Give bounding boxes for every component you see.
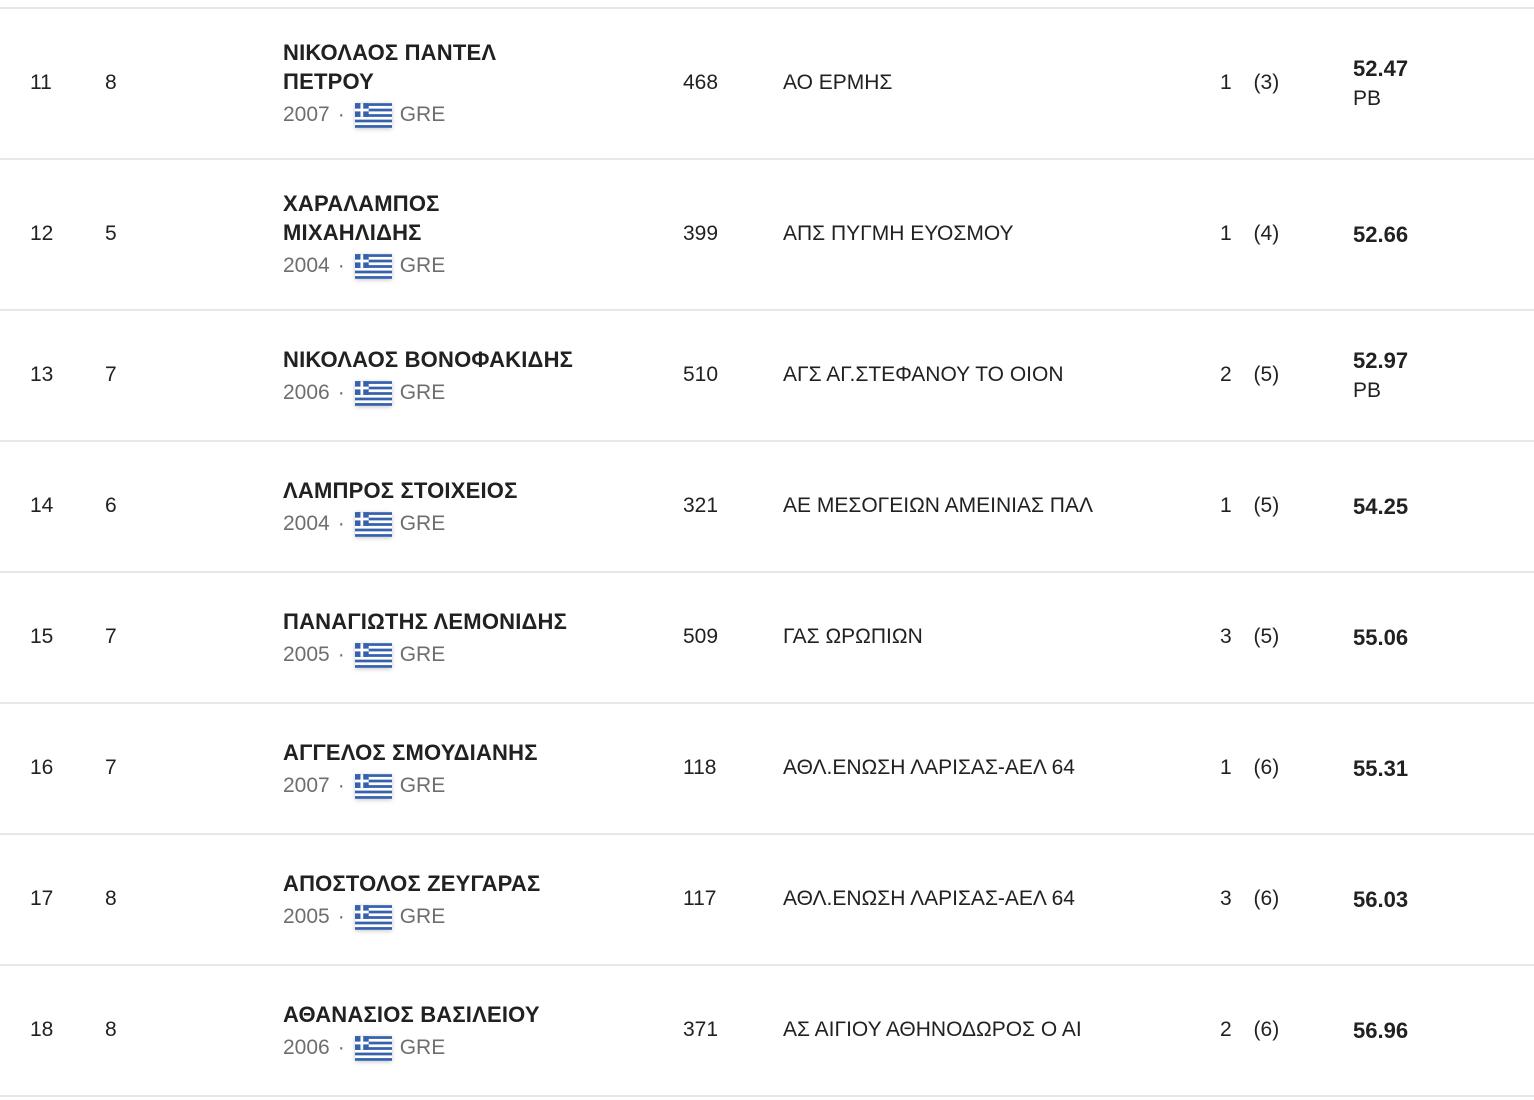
place-in-heat: 3 xyxy=(1220,887,1232,911)
greece-flag-icon xyxy=(355,381,392,406)
birth-year: 2004 xyxy=(283,511,330,535)
club-cell: ΑΓΣ ΑΓ.ΣΤΕΦΑΝΟΥ ΤΟ ΟΙΟΝ xyxy=(783,363,1064,387)
rank-cell: 12 xyxy=(30,222,54,246)
athlete-name[interactable]: ΧΑΡΑΛΑΜΠΟΣ ΜΙΧΑΗΛΙΔΗΣ xyxy=(283,191,440,246)
place-cell xyxy=(1220,755,1353,781)
result-cell xyxy=(1353,755,1534,783)
greece-flag-icon xyxy=(355,254,392,279)
result-time: 52.66 xyxy=(1353,221,1409,247)
rank-cell: 11 xyxy=(30,71,52,95)
heat-number: (3) xyxy=(1253,71,1280,95)
lane-cell: 7 xyxy=(105,363,117,387)
birth-year: 2005 xyxy=(283,904,330,928)
separator-dot: · xyxy=(337,511,345,535)
bib-cell: 118 xyxy=(683,756,717,780)
result-cell xyxy=(1353,347,1534,404)
country-code: GRE xyxy=(399,642,446,666)
bib-cell: 117 xyxy=(683,887,717,911)
separator-dot: · xyxy=(337,1035,345,1059)
birth-year: 2006 xyxy=(283,380,330,404)
result-time: 52.97 xyxy=(1353,348,1409,374)
athlete-cell xyxy=(283,738,683,799)
lane-cell: 6 xyxy=(105,494,117,518)
birth-year: 2007 xyxy=(283,773,330,797)
table-row[interactable] xyxy=(0,573,1534,704)
athlete-cell xyxy=(283,345,683,406)
lane-cell: 5 xyxy=(105,222,117,246)
heat-number: (5) xyxy=(1253,494,1280,518)
pb-badge: PB xyxy=(1353,378,1382,402)
club-cell: ΑΠΣ ΠΥΓΜΗ ΕΥΟΣΜΟΥ xyxy=(783,222,1014,246)
table-row[interactable] xyxy=(0,966,1534,1097)
separator-dot: · xyxy=(337,773,345,797)
country-code: GRE xyxy=(399,904,446,928)
athlete-name[interactable]: ΝΙΚΟΛΑΟΣ ΒΟΝΟΦΑΚΙΔΗΣ xyxy=(283,346,574,372)
separator-dot: · xyxy=(337,642,345,666)
country-code: GRE xyxy=(399,1035,446,1059)
rank-cell: 17 xyxy=(30,887,54,911)
greece-flag-icon xyxy=(355,1036,392,1061)
greece-flag-icon xyxy=(355,774,392,799)
greece-flag-icon xyxy=(355,512,392,537)
club-cell: ΑΕ ΜΕΣΟΓΕΙΩΝ ΑΜΕΙΝΙΑΣ ΠΑΛ xyxy=(783,494,1093,518)
bib-cell: 371 xyxy=(683,1018,719,1042)
greece-flag-icon xyxy=(355,643,392,668)
club-cell: ΑΣ ΑΙΓΙΟΥ ΑΘΗΝΟΔΩΡΟΣ Ο ΑΙ xyxy=(783,1018,1082,1042)
country-code: GRE xyxy=(399,254,446,278)
place-cell xyxy=(1220,886,1353,912)
separator-dot: · xyxy=(337,380,345,404)
lane-cell: 8 xyxy=(105,887,117,911)
place-in-heat: 1 xyxy=(1220,71,1232,95)
athlete-name[interactable]: ΑΠΟΣΤΟΛΟΣ ΖΕΥΓΑΡΑΣ xyxy=(283,870,541,896)
bib-cell: 321 xyxy=(683,494,719,518)
heat-number: (5) xyxy=(1253,363,1280,387)
separator-dot: · xyxy=(337,103,345,127)
club-cell: ΑΟ ΕΡΜΗΣ xyxy=(783,71,893,95)
lane-cell: 8 xyxy=(105,1018,117,1042)
result-time: 52.47 xyxy=(1353,56,1409,82)
country-code: GRE xyxy=(399,511,446,535)
heat-number: (4) xyxy=(1253,222,1280,246)
place-in-heat: 1 xyxy=(1220,494,1232,518)
greece-flag-icon xyxy=(355,103,392,128)
athlete-cell xyxy=(283,607,683,668)
place-in-heat: 1 xyxy=(1220,756,1232,780)
rank-cell: 16 xyxy=(30,756,54,780)
athlete-meta xyxy=(283,642,683,668)
heat-number: (6) xyxy=(1253,887,1280,911)
athlete-name[interactable]: ΠΑΝΑΓΙΩΤΗΣ ΛΕΜΟΝΙΔΗΣ xyxy=(283,608,568,634)
table-row[interactable] xyxy=(0,442,1534,573)
table-row[interactable] xyxy=(0,160,1534,311)
table-row[interactable] xyxy=(0,835,1534,966)
result-time: 54.25 xyxy=(1353,493,1409,519)
result-time: 55.31 xyxy=(1353,755,1409,781)
result-cell xyxy=(1353,221,1534,249)
result-cell xyxy=(1353,1017,1534,1045)
bib-cell: 509 xyxy=(683,625,719,649)
place-cell xyxy=(1220,70,1353,96)
athlete-meta xyxy=(283,1035,683,1061)
result-cell xyxy=(1353,886,1534,914)
separator-dot: · xyxy=(337,904,345,928)
athlete-name[interactable]: ΑΘΑΝΑΣΙΟΣ ΒΑΣΙΛΕΙΟΥ xyxy=(283,1001,540,1027)
birth-year: 2004 xyxy=(283,254,330,278)
greece-flag-icon xyxy=(355,905,392,930)
rank-cell: 13 xyxy=(30,363,54,387)
result-cell xyxy=(1353,624,1534,652)
athlete-meta xyxy=(283,253,683,279)
rank-cell: 15 xyxy=(30,625,54,649)
bib-cell: 510 xyxy=(683,363,719,387)
athlete-meta xyxy=(283,511,683,537)
place-cell xyxy=(1220,624,1353,650)
rank-cell: 14 xyxy=(30,494,54,518)
lane-cell: 7 xyxy=(105,756,117,780)
place-in-heat: 2 xyxy=(1220,1018,1232,1042)
heat-number: (6) xyxy=(1253,756,1280,780)
birth-year: 2007 xyxy=(283,103,330,127)
athlete-cell xyxy=(283,476,683,537)
birth-year: 2006 xyxy=(283,1035,330,1059)
country-code: GRE xyxy=(399,380,446,404)
table-row[interactable] xyxy=(0,9,1534,160)
athlete-meta xyxy=(283,904,683,930)
place-in-heat: 1 xyxy=(1220,222,1232,246)
lane-cell: 8 xyxy=(105,71,117,95)
separator-dot: · xyxy=(337,254,345,278)
result-cell xyxy=(1353,55,1534,112)
athlete-cell xyxy=(283,189,683,279)
heat-number: (6) xyxy=(1253,1018,1280,1042)
rank-cell: 18 xyxy=(30,1018,54,1042)
bib-cell: 399 xyxy=(683,222,719,246)
result-time: 56.03 xyxy=(1353,886,1409,912)
athlete-meta xyxy=(283,773,683,799)
athlete-name[interactable]: ΛΑΜΠΡΟΣ ΣΤΟΙΧΕΙΟΣ xyxy=(283,477,518,503)
club-cell: ΑΘΛ.ΕΝΩΣΗ ΛΑΡΙΣΑΣ-ΑΕΛ 64 xyxy=(783,756,1075,780)
country-code: GRE xyxy=(399,103,446,127)
bib-cell: 468 xyxy=(683,71,719,95)
athlete-name[interactable]: ΑΓΓΕΛΟΣ ΣΜΟΥΔΙΑΝΗΣ xyxy=(283,739,538,765)
place-cell xyxy=(1220,493,1353,519)
place-cell xyxy=(1220,221,1353,247)
athlete-cell xyxy=(283,869,683,930)
result-time: 55.06 xyxy=(1353,624,1409,650)
athlete-meta xyxy=(283,380,683,406)
athlete-meta xyxy=(283,102,683,128)
place-in-heat: 2 xyxy=(1220,363,1232,387)
results-table xyxy=(0,7,1534,1097)
heat-number: (5) xyxy=(1253,625,1280,649)
table-row[interactable] xyxy=(0,704,1534,835)
pb-badge: PB xyxy=(1353,86,1382,110)
result-cell xyxy=(1353,493,1534,521)
club-cell: ΑΘΛ.ΕΝΩΣΗ ΛΑΡΙΣΑΣ-ΑΕΛ 64 xyxy=(783,887,1075,911)
athlete-cell xyxy=(283,38,683,128)
place-in-heat: 3 xyxy=(1220,625,1232,649)
place-cell xyxy=(1220,1017,1353,1043)
country-code: GRE xyxy=(399,773,446,797)
club-cell: ΓΑΣ ΩΡΩΠΙΩΝ xyxy=(783,625,923,649)
athlete-cell xyxy=(283,1000,683,1061)
result-time: 56.96 xyxy=(1353,1017,1409,1043)
table-row[interactable] xyxy=(0,311,1534,442)
place-cell xyxy=(1220,362,1353,388)
athlete-name[interactable]: ΝΙΚΟΛΑΟΣ ΠΑΝΤΕΛ ΠΕΤΡΟΥ xyxy=(283,40,497,95)
lane-cell: 7 xyxy=(105,625,117,649)
birth-year: 2005 xyxy=(283,642,330,666)
